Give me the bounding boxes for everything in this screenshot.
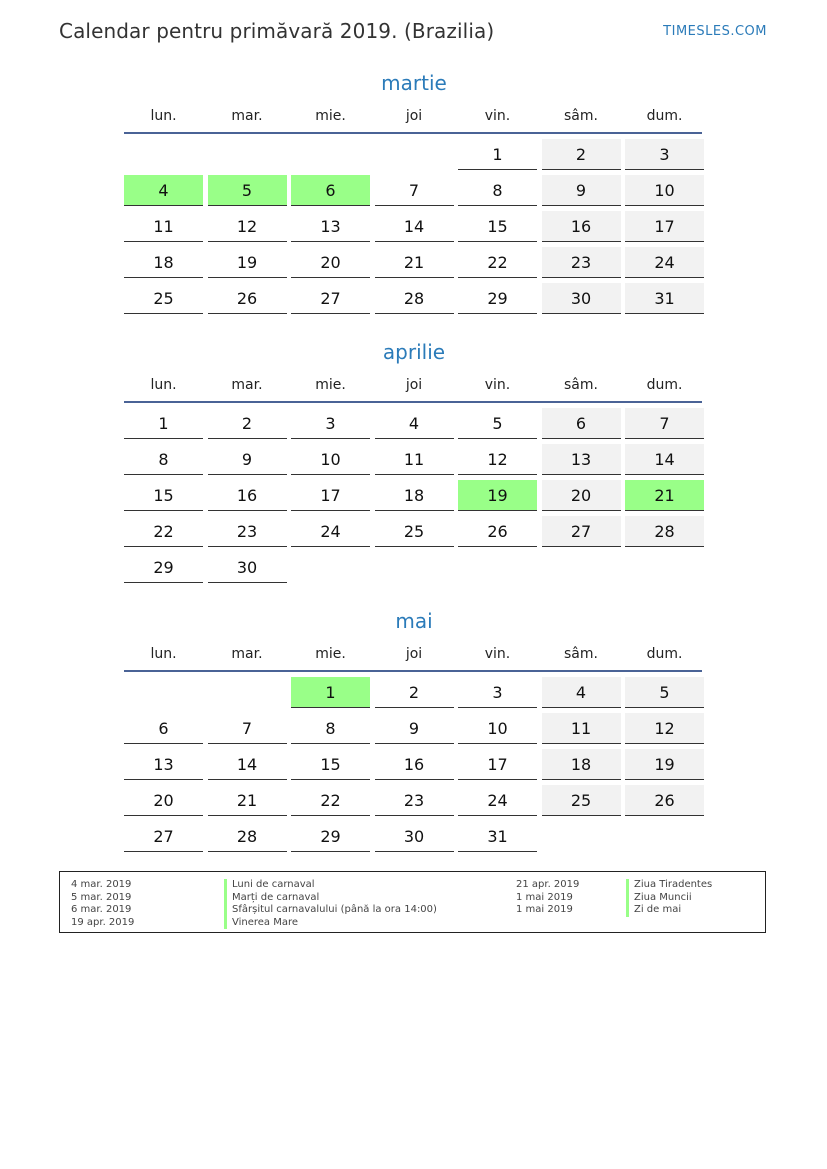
weekday-label: mie.: [315, 646, 346, 662]
day-cell: 23: [542, 247, 621, 278]
day-cell: 20: [124, 785, 203, 816]
page-title: Calendar pentru primăvară 2019. (Brazilia): [59, 19, 495, 43]
day-cell: 21: [208, 785, 287, 816]
week-row: [124, 139, 704, 175]
day-cell: 14: [375, 211, 454, 242]
day-cell: 12: [625, 713, 704, 744]
legend-date: 5 mar. 2019: [71, 891, 132, 903]
legend-holiday-name: Ziua Muncii: [626, 892, 712, 905]
day-cell: 1: [124, 408, 203, 439]
holiday-day-cell: 19: [458, 480, 537, 511]
day-cell: 30: [208, 552, 287, 583]
day-cell: 28: [625, 516, 704, 547]
empty-day-cell: [291, 139, 370, 170]
legend-holiday-name: Ziua Tiradentes: [626, 879, 712, 892]
month-title: mai: [395, 609, 433, 633]
day-cell: 9: [208, 444, 287, 475]
day-cell: 25: [375, 516, 454, 547]
day-cell: 15: [458, 211, 537, 242]
day-cell: 10: [291, 444, 370, 475]
weekday-header: [124, 642, 704, 666]
weekday-label: sâm.: [564, 108, 598, 124]
day-cell: 6: [124, 713, 203, 744]
empty-day-cell: [542, 821, 621, 852]
day-cell: 25: [542, 785, 621, 816]
week-row: [124, 247, 704, 283]
day-cell: 23: [208, 516, 287, 547]
day-cell: 18: [542, 749, 621, 780]
day-cell: 26: [208, 283, 287, 314]
weekday-label: lun.: [150, 646, 177, 662]
weekday-label: vin.: [484, 108, 511, 124]
empty-day-cell: [625, 821, 704, 852]
day-cell: 13: [124, 749, 203, 780]
day-cell: 26: [625, 785, 704, 816]
week-row: [124, 175, 704, 211]
holiday-day-cell: 21: [625, 480, 704, 511]
week-row: [124, 444, 704, 480]
day-cell: 11: [542, 713, 621, 744]
day-cell: 2: [375, 677, 454, 708]
legend-date: 1 mai 2019: [516, 904, 573, 915]
week-row: [124, 211, 704, 247]
legend-date: 21 apr. 2019: [516, 879, 580, 890]
day-cell: 7: [375, 175, 454, 206]
holiday-day-cell: 6: [291, 175, 370, 206]
day-cell: 4: [375, 408, 454, 439]
day-cell: 24: [625, 247, 704, 278]
day-cell: 28: [375, 283, 454, 314]
day-cell: 17: [458, 749, 537, 780]
week-row: [124, 552, 704, 588]
day-cell: 4: [542, 677, 621, 708]
day-cell: 15: [291, 749, 370, 780]
legend-date: 4 mar. 2019: [71, 879, 132, 890]
weekday-label: mie.: [315, 377, 346, 393]
weekday-header: [124, 104, 704, 128]
day-cell: 20: [542, 480, 621, 511]
day-cell: 19: [625, 749, 704, 780]
week-row: [124, 480, 704, 516]
weekday-label: sâm.: [564, 377, 598, 393]
legend-dates-right: [516, 879, 579, 917]
day-cell: 18: [375, 480, 454, 511]
day-cell: 27: [291, 283, 370, 314]
weekday-label: vin.: [484, 377, 511, 393]
weekday-label: vin.: [484, 646, 511, 662]
week-row: [124, 677, 704, 713]
day-cell: 17: [625, 211, 704, 242]
legend-date: 1 mai 2019: [516, 891, 573, 903]
day-cell: 31: [458, 821, 537, 852]
day-cell: 30: [542, 283, 621, 314]
week-row: [124, 283, 704, 319]
day-cell: 7: [625, 408, 704, 439]
day-cell: 7: [208, 713, 287, 744]
day-cell: 29: [458, 283, 537, 314]
day-cell: 27: [124, 821, 203, 852]
weekday-label: mie.: [315, 108, 346, 124]
month-title: martie: [381, 71, 447, 95]
day-cell: 10: [625, 175, 704, 206]
weekday-label: dum.: [646, 646, 683, 662]
legend-date: 6 mar. 2019: [71, 904, 132, 915]
weekday-label: mar.: [231, 108, 263, 124]
day-cell: 28: [208, 821, 287, 852]
day-cell: 18: [124, 247, 203, 278]
header-divider: [124, 670, 702, 672]
day-cell: 15: [124, 480, 203, 511]
day-cell: 2: [542, 139, 621, 170]
legend-holiday-name: Sfârșitul carnavalului (până la ora 14:00): [224, 904, 437, 917]
day-cell: 22: [124, 516, 203, 547]
holiday-day-cell: 1: [291, 677, 370, 708]
month-mai: [124, 608, 704, 857]
weekday-label: sâm.: [564, 646, 598, 662]
week-row: [124, 713, 704, 749]
day-cell: 30: [375, 821, 454, 852]
day-grid: [124, 677, 704, 857]
holiday-day-cell: 5: [208, 175, 287, 206]
empty-day-cell: [124, 677, 203, 708]
month-aprilie: [124, 339, 704, 588]
day-cell: 5: [625, 677, 704, 708]
day-cell: 16: [208, 480, 287, 511]
day-cell: 12: [208, 211, 287, 242]
day-cell: 11: [124, 211, 203, 242]
day-cell: 6: [542, 408, 621, 439]
day-cell: 13: [542, 444, 621, 475]
day-cell: 9: [542, 175, 621, 206]
legend-names-right: [626, 879, 712, 917]
day-cell: 12: [458, 444, 537, 475]
legend-holiday-name: Zi de mai: [626, 904, 712, 917]
day-cell: 9: [375, 713, 454, 744]
week-row: [124, 516, 704, 552]
empty-day-cell: [208, 139, 287, 170]
empty-day-cell: [458, 552, 537, 583]
day-grid: [124, 139, 704, 319]
day-cell: 24: [291, 516, 370, 547]
day-cell: 26: [458, 516, 537, 547]
day-cell: 3: [625, 139, 704, 170]
legend-names-left: [224, 879, 437, 929]
day-cell: 16: [542, 211, 621, 242]
day-cell: 20: [291, 247, 370, 278]
day-cell: 23: [375, 785, 454, 816]
site-logo[interactable]: TIMESLES.COM: [663, 24, 767, 39]
legend-dates-left: [71, 879, 134, 929]
day-cell: 22: [458, 247, 537, 278]
weekday-label: joi: [405, 377, 423, 393]
day-cell: 22: [291, 785, 370, 816]
week-row: [124, 785, 704, 821]
holiday-legend: [59, 871, 766, 933]
legend-holiday-name: Vinerea Mare: [224, 917, 437, 930]
day-cell: 8: [458, 175, 537, 206]
header-divider: [124, 401, 702, 403]
day-cell: 14: [208, 749, 287, 780]
month-title: aprilie: [382, 340, 446, 364]
legend-date: 19 apr. 2019: [71, 916, 135, 928]
empty-day-cell: [542, 552, 621, 583]
legend-holiday-name: Luni de carnaval: [224, 879, 437, 892]
day-cell: 1: [458, 139, 537, 170]
day-cell: 19: [208, 247, 287, 278]
weekday-header: [124, 373, 704, 397]
day-cell: 10: [458, 713, 537, 744]
day-cell: 2: [208, 408, 287, 439]
day-cell: 29: [291, 821, 370, 852]
day-cell: 14: [625, 444, 704, 475]
day-cell: 13: [291, 211, 370, 242]
weekday-label: mar.: [231, 646, 263, 662]
weekday-label: lun.: [150, 377, 177, 393]
empty-day-cell: [375, 552, 454, 583]
header-divider: [124, 132, 702, 134]
day-cell: 3: [291, 408, 370, 439]
day-cell: 17: [291, 480, 370, 511]
weekday-label: joi: [405, 108, 423, 124]
day-cell: 31: [625, 283, 704, 314]
week-row: [124, 408, 704, 444]
weekday-label: lun.: [150, 108, 177, 124]
weekday-label: dum.: [646, 108, 683, 124]
empty-day-cell: [625, 552, 704, 583]
month-martie: [124, 70, 704, 319]
day-cell: 16: [375, 749, 454, 780]
day-grid: [124, 408, 704, 588]
empty-day-cell: [124, 139, 203, 170]
weekday-label: joi: [405, 646, 423, 662]
weekday-label: dum.: [646, 377, 683, 393]
day-cell: 24: [458, 785, 537, 816]
day-cell: 11: [375, 444, 454, 475]
day-cell: 29: [124, 552, 203, 583]
legend-holiday-name: Marți de carnaval: [224, 892, 437, 905]
weekday-label: mar.: [231, 377, 263, 393]
day-cell: 21: [375, 247, 454, 278]
day-cell: 25: [124, 283, 203, 314]
week-row: [124, 821, 704, 857]
day-cell: 8: [291, 713, 370, 744]
empty-day-cell: [375, 139, 454, 170]
day-cell: 8: [124, 444, 203, 475]
day-cell: 3: [458, 677, 537, 708]
day-cell: 5: [458, 408, 537, 439]
week-row: [124, 749, 704, 785]
empty-day-cell: [208, 677, 287, 708]
day-cell: 27: [542, 516, 621, 547]
holiday-day-cell: 4: [124, 175, 203, 206]
empty-day-cell: [291, 552, 370, 583]
